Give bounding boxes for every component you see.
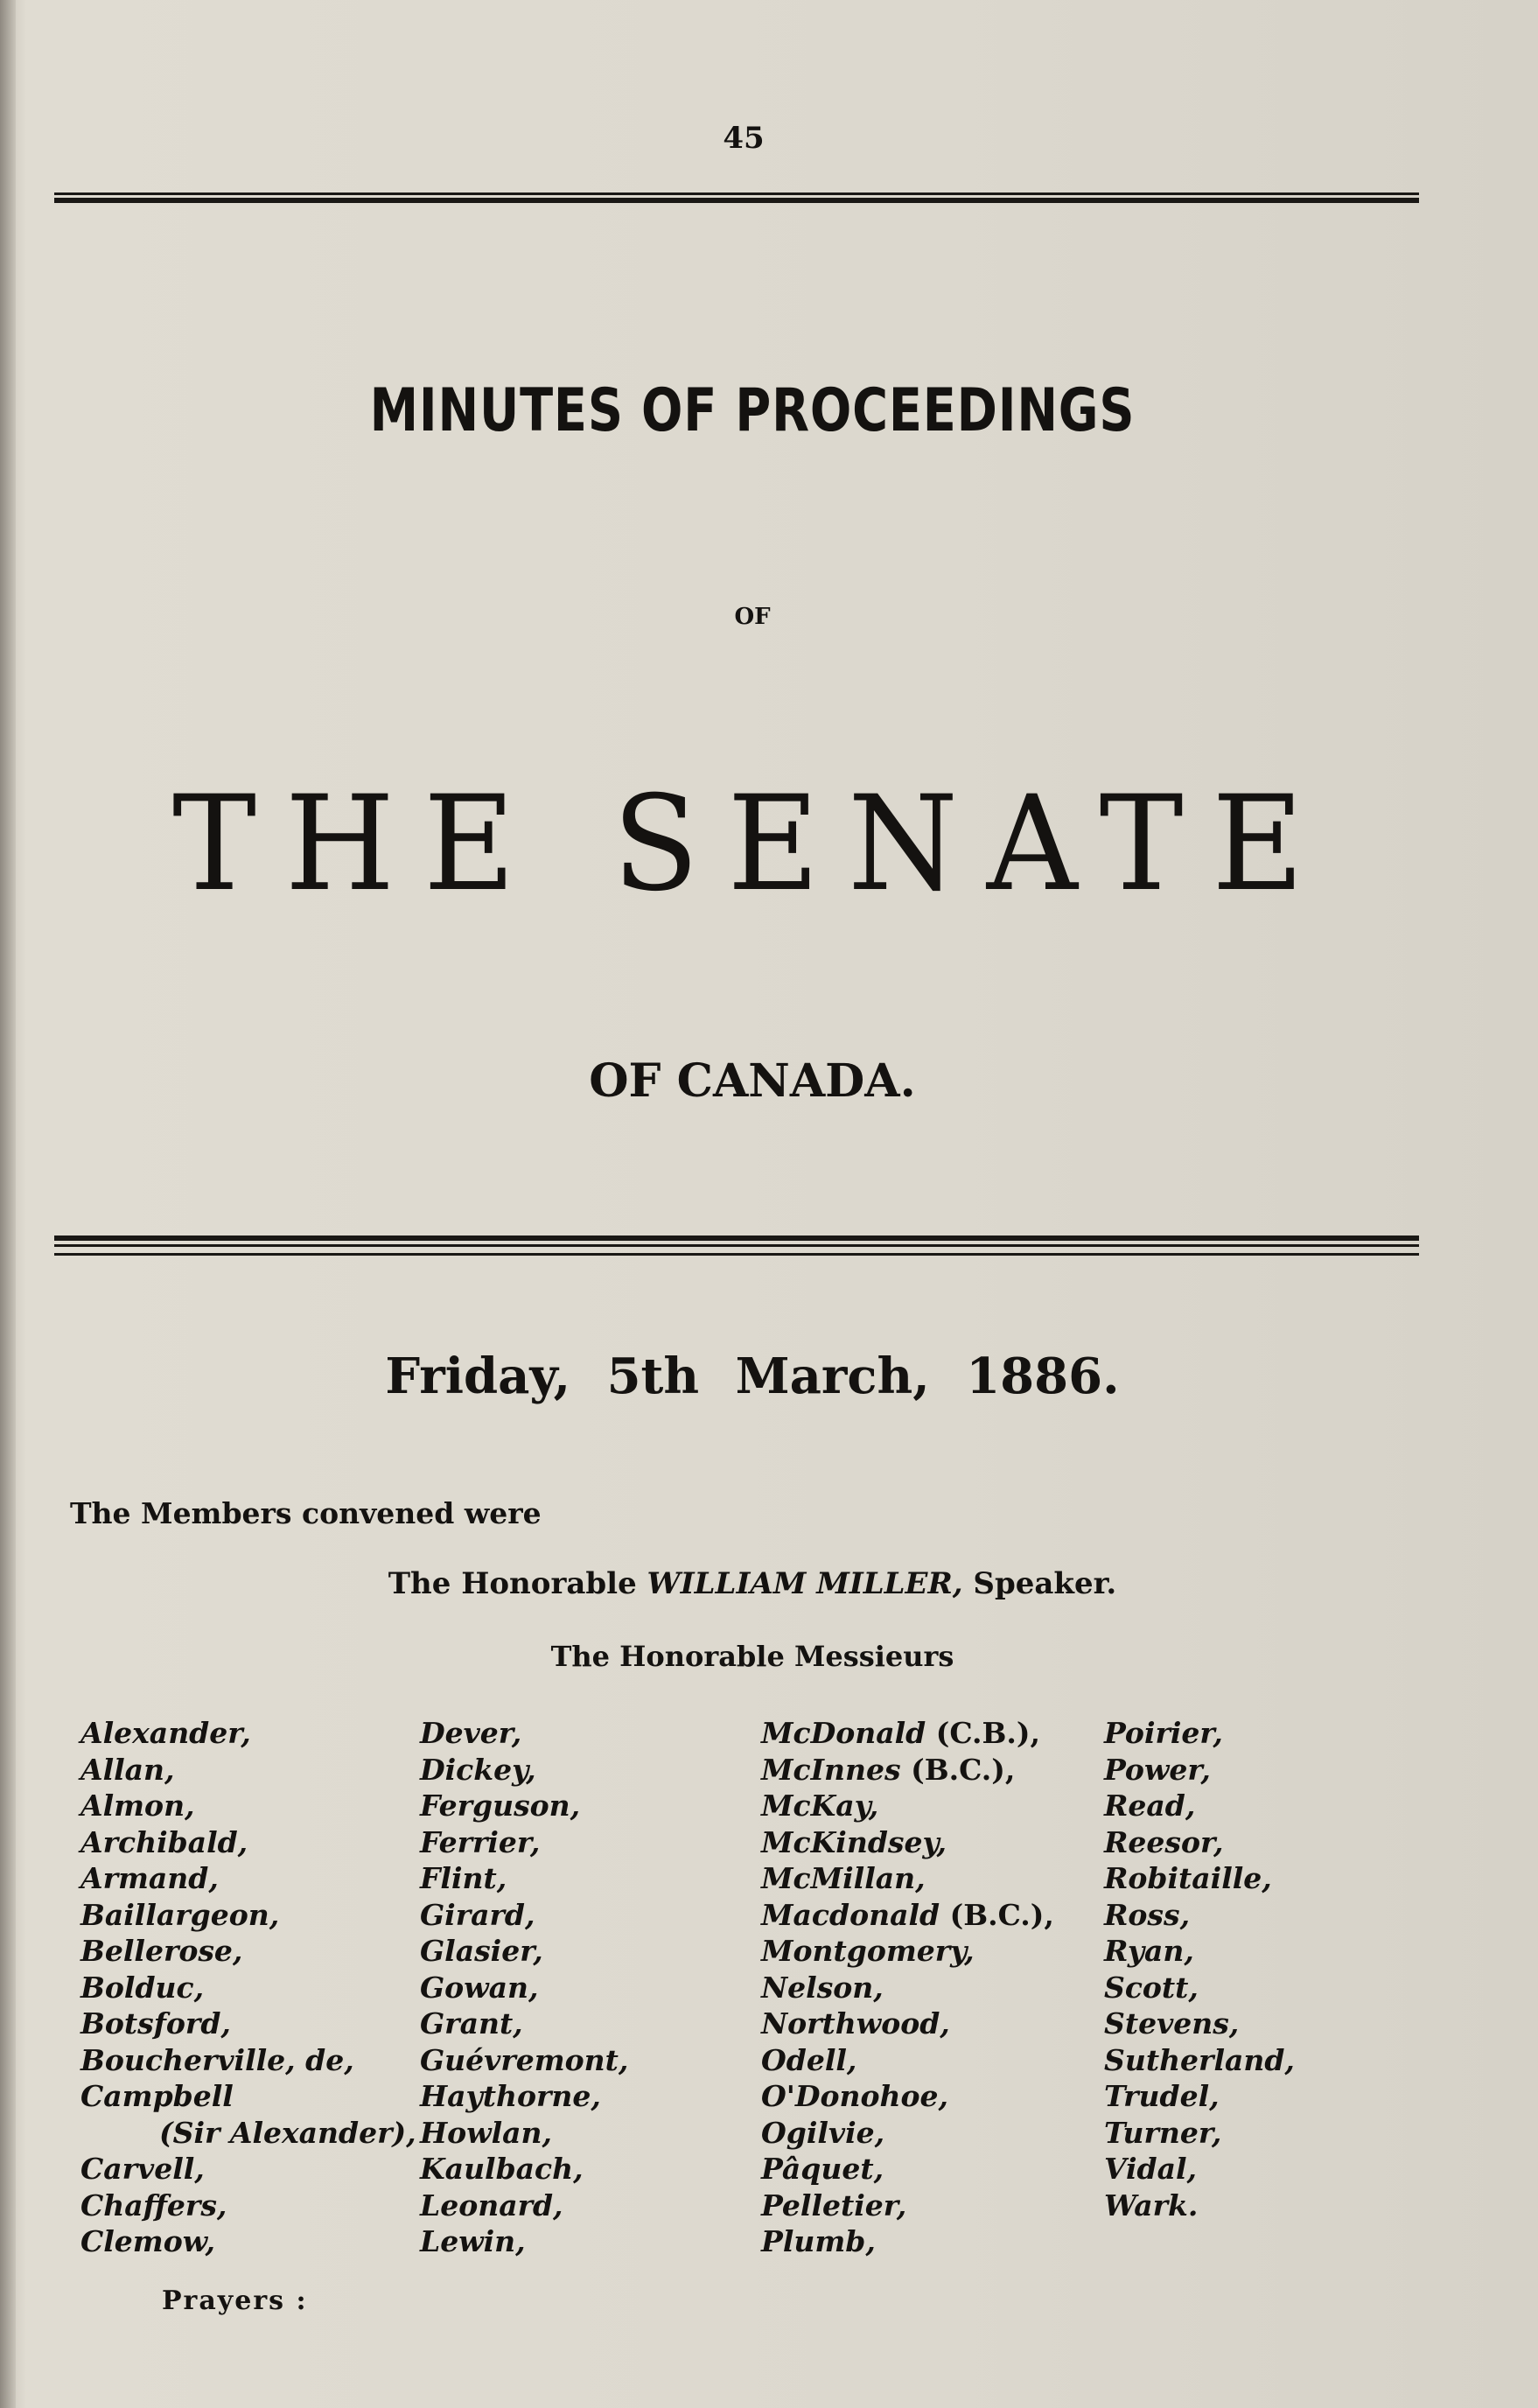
members-column-3 [761,1715,1054,2260]
member-name: Ogilvie, [761,2115,885,2150]
member-name: Montgomery, [761,1934,975,1968]
member-name: Allan, [80,1752,175,1787]
member-name: Vidal, [1104,2152,1198,2186]
member-name: Almon, [80,1788,195,1823]
members-column-1 [80,1715,416,2260]
member-name: Robitaille, [1104,1861,1272,1895]
title-of: OF [734,604,771,630]
member-name: Haythorne, [420,2079,601,2113]
member-name: Flint, [420,1861,507,1895]
member-name: Grant, [420,2006,523,2040]
member-name: Ryan, [1104,1934,1194,1968]
members-column-2 [420,1715,628,2260]
speaker-name: WILLIAM MILLER, [647,1566,963,1601]
middle-rule-thick [54,1236,1419,1241]
speaker-suffix: Speaker. [973,1566,1117,1601]
member-name: McInnes (B.C.), [761,1752,1016,1787]
top-rule-thin [54,192,1419,195]
member-name: Guévremont, [420,2042,629,2077]
member-name: McKindsey, [761,1824,947,1859]
member-name: Dickey, [420,1752,536,1787]
member-name: Northwood, [761,2006,950,2040]
member-name: McDonald (C.B.), [761,1716,1041,1750]
member-name: Girard, [420,1897,535,1932]
member-name: Power, [1104,1752,1211,1787]
page-binding-edge [0,0,16,2408]
member-name: Campbell [80,2079,234,2113]
member-name: Odell, [761,2042,857,2077]
member-name: Macdonald (B.C.), [761,1897,1054,1932]
member-name: Clemow, [80,2224,215,2258]
member-name: Dever, [420,1716,522,1750]
member-name: Lewin, [420,2224,526,2258]
title-minutes-of-proceedings: MINUTES OF PROCEEDINGS [369,376,1136,445]
member-name: Wark. [1104,2188,1199,2222]
member-name: Nelson, [761,1970,884,2005]
member-name: (Sir Alexander), [159,2115,416,2150]
member-name: Ferguson, [420,1788,581,1823]
member-name: Trudel, [1104,2079,1220,2113]
member-name: Howlan, [420,2115,552,2150]
member-name: Boucherville, de, [80,2042,354,2077]
middle-rule-thin [54,1244,1419,1247]
member-name: Bolduc, [80,1970,205,2005]
member-name: Leonard, [420,2188,563,2222]
members-intro: The Members convened were [70,1496,542,1530]
member-name: McMillan, [761,1861,926,1895]
member-name: Chaffers, [80,2188,227,2222]
member-name: Turner, [1104,2115,1222,2150]
member-name: Botsford, [80,2006,231,2040]
member-name: Plumb, [761,2224,876,2258]
speaker-line [0,1566,1505,1601]
member-name: Kaulbach, [420,2152,584,2186]
member-name: Sutherland, [1104,2042,1295,2077]
page-number: 45 [723,121,765,156]
member-name: Armand, [80,1861,219,1895]
member-name: Alexander, [80,1716,251,1750]
member-name: Bellerose, [80,1934,243,1968]
honorable-messieurs-heading: The Honorable Messieurs [550,1640,954,1673]
prayers-heading: Prayers : [162,2286,308,2316]
member-name: McKay, [761,1788,879,1823]
member-name: Glasier, [420,1934,543,1968]
speaker-prefix: The Honorable [388,1566,637,1601]
middle-rule-thin-2 [54,1253,1419,1256]
member-name: Pelletier, [761,2188,907,2222]
member-name: Stevens, [1104,2006,1240,2040]
member-name: Ross, [1104,1897,1191,1932]
title-of-canada: OF CANADA. [589,1054,916,1108]
member-name: O'Donohoe, [761,2079,948,2113]
member-name: Pâquet, [761,2152,884,2186]
member-name: Baillargeon, [80,1897,280,1932]
member-name: Read, [1104,1788,1196,1823]
title-the-senate: THE SENATE [172,768,1332,920]
top-rule-thick [54,198,1419,203]
session-date: Friday, 5th March, 1886. [385,1348,1120,1405]
member-name: Archibald, [80,1824,248,1859]
member-name: Ferrier, [420,1824,541,1859]
member-name: Poirier, [1104,1716,1223,1750]
member-name: Gowan, [420,1970,539,2005]
member-name: Scott, [1104,1970,1199,2005]
members-column-4 [1104,1715,1295,2223]
member-name: Carvell, [80,2152,205,2186]
member-name: Reesor, [1104,1824,1224,1859]
